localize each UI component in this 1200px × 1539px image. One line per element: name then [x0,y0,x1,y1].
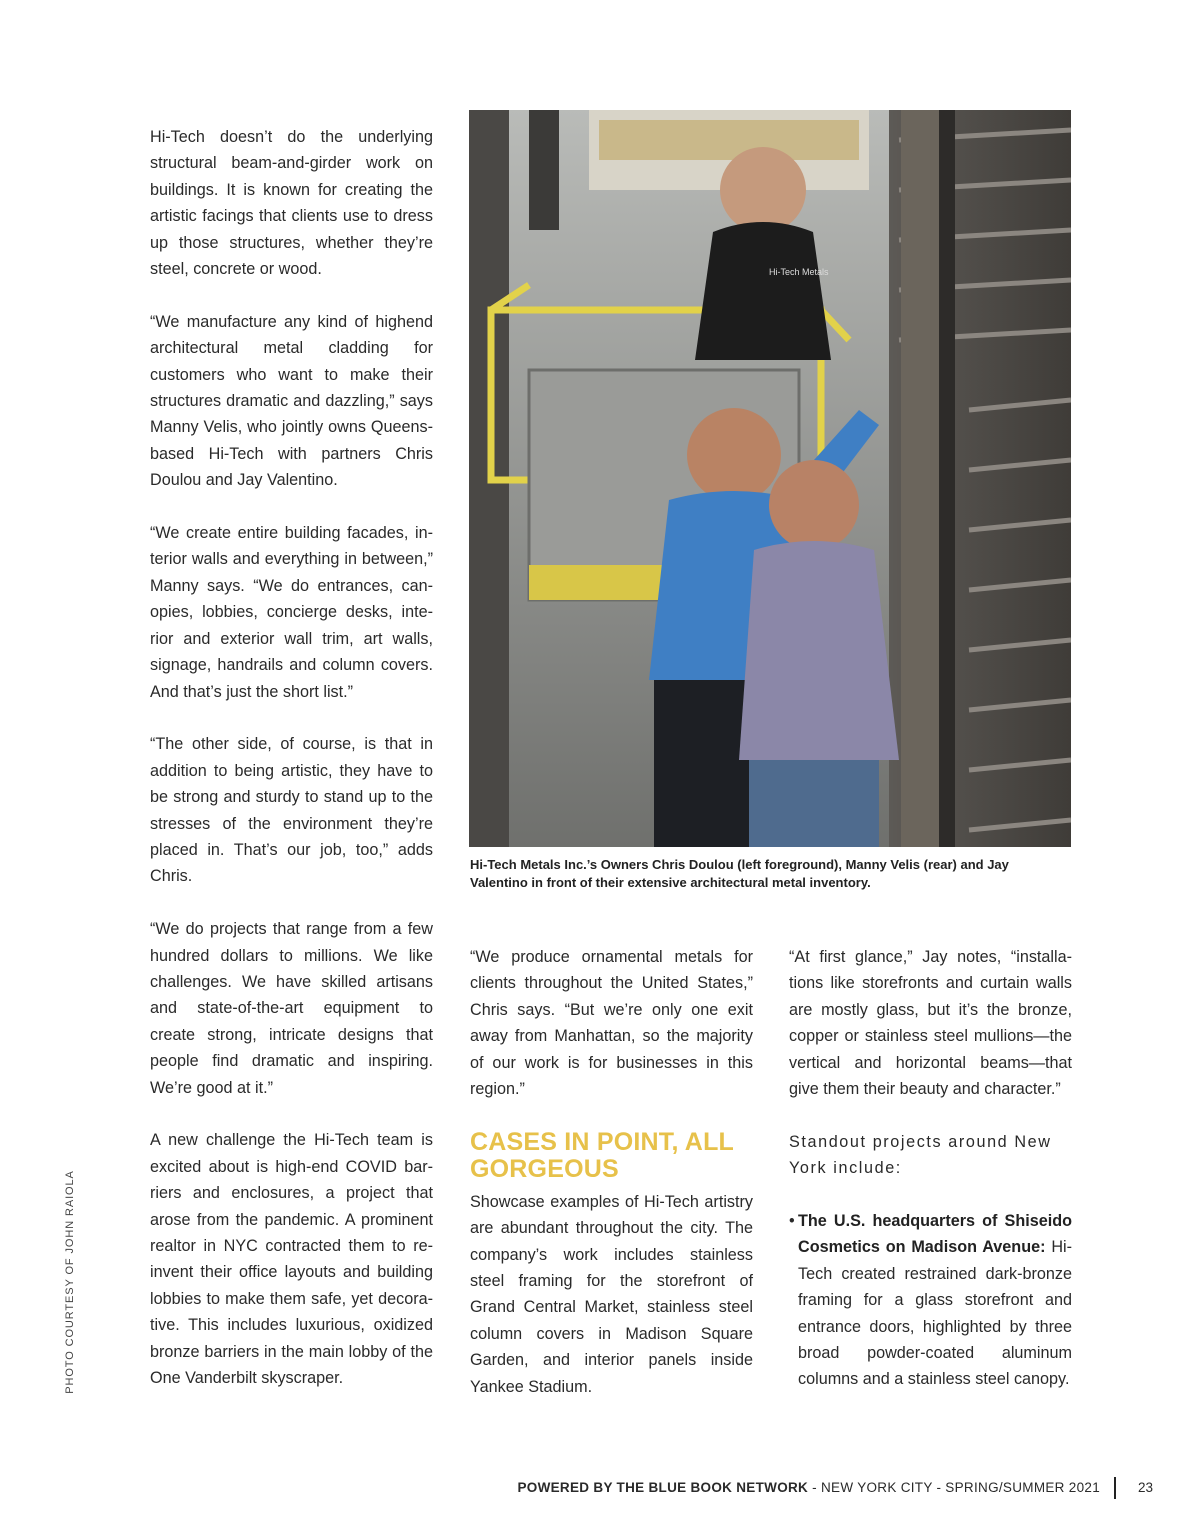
paragraph: “We create entire building facades, interior walls and everything in between,” Manny says. “We do entrances, canopies, lobbies, concierge desks, interior and exterior wall trim, art walls, signage, handrails and column covers. And that’s just the short list.” [150,524,433,701]
paragraph: Standout projects around New York include: [789,1132,1052,1178]
paragraph: A new challenge the Hi-Tech team is excited about is high-end COVID barriers and enclosures, a project that arose from the pandemic. A prominent realtor in NYC contracted them to reinvent their office layouts and building lobbies to make them safe, yet decorative. This includes luxurious, oxidized bronze barriers in the main lobby of the One Vanderbilt skyscraper. [150,1131,433,1388]
left-column [150,124,433,1418]
photo-credit: PHOTO COURTESY OF JOHN RAIOLA [64,1170,76,1394]
shirt-logo-text: Hi-Tech Metals [769,267,829,277]
middle-column [470,944,753,1426]
bullet-text: Hi-Tech created restrained dark-bronze framing for a glass storefront and entrance doors, highlighted by three broad powder-coated aluminum columns and a stainless steel canopy. [798,1238,1073,1389]
footer [517,1480,1100,1495]
owners-photo [469,110,1071,847]
paragraph: “We do projects that range from a few hundred dollars to millions. We like challenges. We have skilled artisans and state-of-the-art equipment to create strong, intricate designs that people find dramatic and inspiring. We’re good at it.” [150,920,433,1097]
paragraph: “We produce ornamental metals for clients throughout the United States,” Chris says. “But we’re only one exit away from Manhattan, so the majority of our work is for businesses in this region.” [470,948,753,1099]
paragraph: Hi-Tech doesn’t do the underlying structural beam-and-girder work on buildings. It is known for creating the artistic facings that clients use to dress up those structures, whether they’re steel, concrete or wood. [150,128,433,279]
right-column [789,944,1072,1393]
footer-edition: - NEW YORK CITY - SPRING/SUMMER 2021 [808,1480,1100,1495]
bullet-title: The U.S. headquarters of Shiseido Cosmetics on Madison Avenue: [798,1212,1072,1257]
photo-caption: Hi-Tech Metals Inc.’s Owners Chris Doulou (left foreground), Manny Velis (rear) and Jay Valentino in front of their extensive architectural metal inventory. [470,857,1009,890]
footer-brand: POWERED BY THE BLUE BOOK NETWORK [517,1480,809,1495]
paragraph: “The other side, of course, is that in addition to being artistic, they have to be strong and sturdy to stand up to the stresses of the environment they’re placed in. That’s our job, too,” adds Chris. [150,735,433,886]
bullet-body [798,1208,1072,1393]
footer-divider [1114,1477,1116,1499]
bullet-icon: • [789,1212,795,1231]
section-heading: CASES IN POINT, ALL GORGEOUS [470,1127,734,1183]
paragraph: “We manufacture any kind of highend architectural metal cladding for customers who want to make their structures dramatic and dazzling,” says Manny Velis, who jointly owns Queens-based Hi-Tech with partners Chris Doulou and Jay Valentino. [150,312,433,490]
warehouse-photo-illustration [469,110,1071,847]
list-item [789,1208,1072,1393]
paragraph: “At first glance,” Jay notes, “installations like storefronts and curtain walls are mostly glass, but it’s the bronze, copper or stainless steel mullions—the vertical and horizontal beams—that give them their beauty and character.” [789,948,1072,1099]
page-number: 23 [1138,1480,1154,1495]
paragraph: Showcase examples of Hi-Tech artistry are abundant throughout the city. The company’s work includes stainless steel framing for the storefront of Grand Central Market, stainless steel column covers in Madison Square Garden, and interior panels inside Yankee Stadium. [470,1192,753,1396]
